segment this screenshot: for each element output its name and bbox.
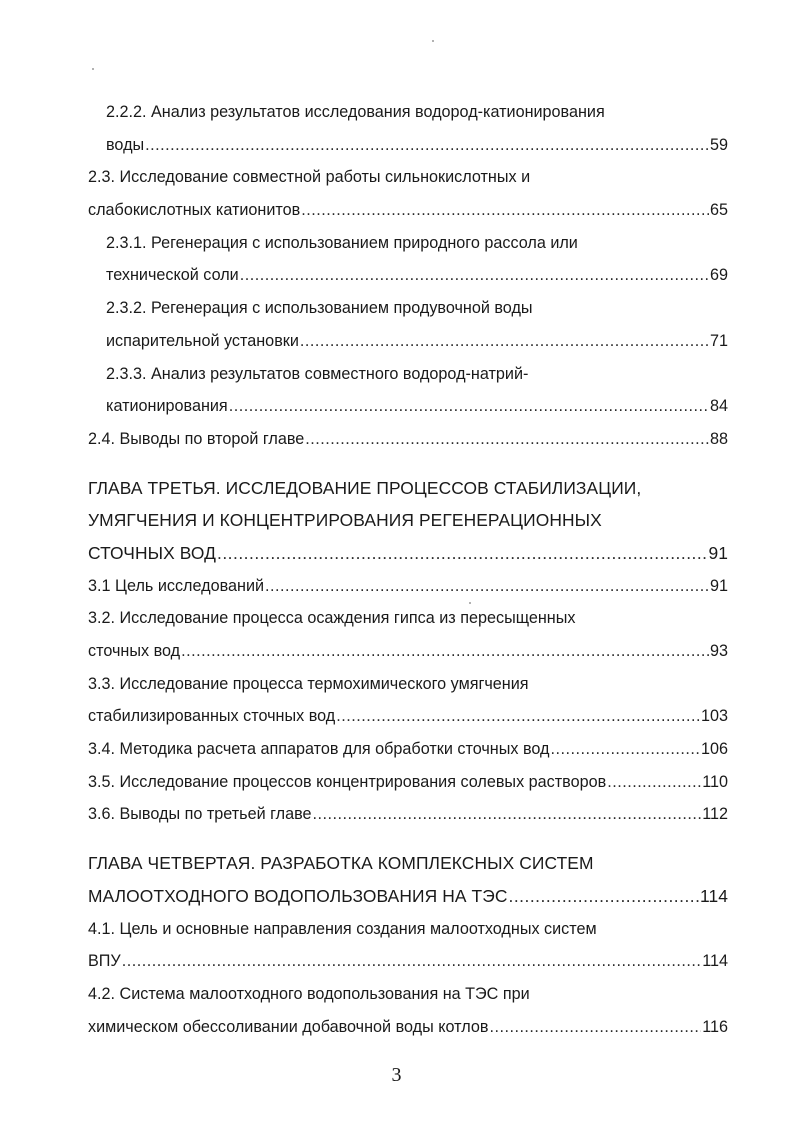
toc-entry-line <box>88 227 728 260</box>
toc-entry-line <box>88 194 728 227</box>
toc-entry-line <box>88 766 728 799</box>
toc-entry-title: 2.3.3. Анализ результатов совместного водород-натрий- <box>106 364 529 383</box>
toc-entry-title: 4.2. Система малоотходного водопользования на ТЭС при <box>88 984 530 1003</box>
toc-entry-title: ВПУ <box>88 952 121 971</box>
toc-page-number: 116 <box>702 1017 728 1036</box>
dot-leader <box>240 259 709 292</box>
scan-speck <box>432 40 434 42</box>
toc-entry <box>88 161 728 226</box>
toc-entry-title: слабокислотных катионитов <box>88 201 301 220</box>
toc-entry-title: технической соли <box>106 266 239 285</box>
toc-entry-line <box>88 537 728 570</box>
toc-entry <box>88 423 728 456</box>
toc-page-number: 91 <box>709 576 728 595</box>
dot-leader <box>489 1011 701 1044</box>
dot-leader <box>301 194 709 227</box>
toc-entry-line <box>88 161 728 194</box>
toc-page-number: 112 <box>702 805 728 824</box>
toc-entry-line <box>88 847 728 880</box>
toc-page-number: 88 <box>709 429 728 448</box>
dot-leader <box>229 390 709 423</box>
toc-entry-title: химическом обессоливании добавочной воды котлов <box>88 1017 489 1036</box>
dot-leader <box>550 733 700 766</box>
toc-entry <box>88 766 728 799</box>
toc-entry-line <box>88 668 728 701</box>
toc-entry-title: стабилизированных сточных вод <box>88 707 336 726</box>
toc-entry-title: ГЛАВА ТРЕТЬЯ. ИССЛЕДОВАНИЕ ПРОЦЕССОВ СТАБИЛИЗАЦИИ, <box>88 477 642 498</box>
toc-entry <box>88 798 728 831</box>
dot-leader <box>122 945 701 978</box>
toc-page-number: 114 <box>699 885 728 906</box>
dot-leader <box>336 700 700 733</box>
toc-entry-line <box>88 259 728 292</box>
toc-entry <box>88 358 728 423</box>
dot-leader <box>313 798 702 831</box>
toc-entry-line <box>88 504 728 537</box>
toc-entry-title: 2.3.1. Регенерация с использованием природного рассола или <box>106 233 578 252</box>
toc-entry <box>88 227 728 292</box>
toc-entry-title: 3.3. Исследование процесса термохимического умягчения <box>88 674 529 693</box>
chapter-gap <box>88 831 728 847</box>
toc-entry-line <box>88 978 728 1011</box>
toc-entry-line <box>88 945 728 978</box>
dot-leader <box>181 635 709 668</box>
toc-entry-title: воды <box>106 135 145 154</box>
toc-entry-line <box>88 292 728 325</box>
toc-entry-line <box>88 129 728 162</box>
toc-page-number: 106 <box>700 740 728 759</box>
toc-page-number: 103 <box>700 707 728 726</box>
toc-entry-title: 2.2.2. Анализ результатов исследования водород-катионирования <box>106 103 605 121</box>
toc-entry-line <box>88 390 728 423</box>
toc-entry <box>88 913 728 978</box>
toc-entry-line <box>88 570 728 603</box>
toc-chapter-entry <box>88 847 728 912</box>
toc-entry-title: МАЛООТХОДНОГО ВОДОПОЛЬЗОВАНИЯ НА ТЭС <box>88 885 508 906</box>
toc-entry-title: ГЛАВА ЧЕТВЕРТАЯ. РАЗРАБОТКА КОМПЛЕКСНЫХ СИСТЕМ <box>88 853 594 874</box>
toc-page-number: 84 <box>709 397 728 416</box>
toc-entry-line <box>88 96 728 129</box>
toc-entry-line <box>88 1011 728 1044</box>
toc-entry-line <box>88 635 728 668</box>
toc-entry-title: СТОЧНЫХ ВОД <box>88 542 216 563</box>
dot-leader <box>265 570 709 603</box>
toc-entry-line <box>88 602 728 635</box>
toc-page-number: 71 <box>709 331 728 350</box>
toc-entry-line <box>88 472 728 505</box>
toc-entry-line <box>88 423 728 456</box>
toc-entry <box>88 978 728 1043</box>
toc-entry-line <box>88 325 728 358</box>
toc-entry-title: 3.2. Исследование процесса осаждения гипса из пересыщенных <box>88 609 576 628</box>
toc-entry-title: 2.4. Выводы по второй главе <box>88 429 305 448</box>
toc-page-number: 110 <box>702 772 728 791</box>
toc-page-number: 93 <box>709 642 728 660</box>
toc-page-number: 59 <box>709 135 728 154</box>
toc-entry-title: катионирования <box>106 397 228 416</box>
toc-entry-title: 3.4. Методика расчета аппаратов для обработки сточных вод <box>88 740 550 759</box>
toc-entry-title: 4.1. Цель и основные направления создания малоотходных систем <box>88 919 597 938</box>
toc-entry-line <box>88 798 728 831</box>
chapter-gap <box>88 456 728 472</box>
dot-leader <box>145 129 709 162</box>
toc-entry <box>88 733 728 766</box>
toc-chapter-entry <box>88 472 728 570</box>
toc-entry-title: 2.3.2. Регенерация с использованием продувочной воды <box>106 299 533 318</box>
toc-entry-title: УМЯГЧЕНИЯ И КОНЦЕНТРИРОВАНИЯ РЕГЕНЕРАЦИОННЫХ <box>88 510 602 531</box>
toc-entry-line <box>88 913 728 946</box>
toc-entry <box>88 602 728 667</box>
toc-entry-line <box>88 880 728 913</box>
dot-leader <box>217 537 707 570</box>
toc-entry <box>88 668 728 733</box>
toc-entry-line <box>88 700 728 733</box>
toc-entry <box>88 292 728 357</box>
toc-entry <box>88 570 728 603</box>
toc-entry-title: 2.3. Исследование совместной работы сильнокислотных и <box>88 168 531 187</box>
page-number: 3 <box>391 1064 402 1086</box>
scan-speck <box>92 68 94 70</box>
toc-page-number: 91 <box>708 542 728 563</box>
toc-entry-line <box>88 358 728 391</box>
toc-entry-line <box>88 733 728 766</box>
table-of-contents <box>88 96 728 1043</box>
toc-entry-title: 3.6. Выводы по третьей главе <box>88 805 312 824</box>
dot-leader <box>305 423 709 456</box>
toc-page-number: 114 <box>702 952 728 971</box>
dot-leader <box>300 325 709 358</box>
toc-entry-title: 3.1 Цель исследований <box>88 576 265 595</box>
toc-page-number: 69 <box>709 266 728 285</box>
toc-entry-title: сточных вод <box>88 642 181 660</box>
toc-entry-title: испарительной установки <box>106 331 299 350</box>
toc-entry <box>88 96 728 161</box>
dot-leader <box>509 880 699 913</box>
toc-page-number: 65 <box>709 201 728 220</box>
dot-leader <box>607 766 701 799</box>
toc-entry-title: 3.5. Исследование процессов концентрирования солевых растворов <box>88 772 607 791</box>
